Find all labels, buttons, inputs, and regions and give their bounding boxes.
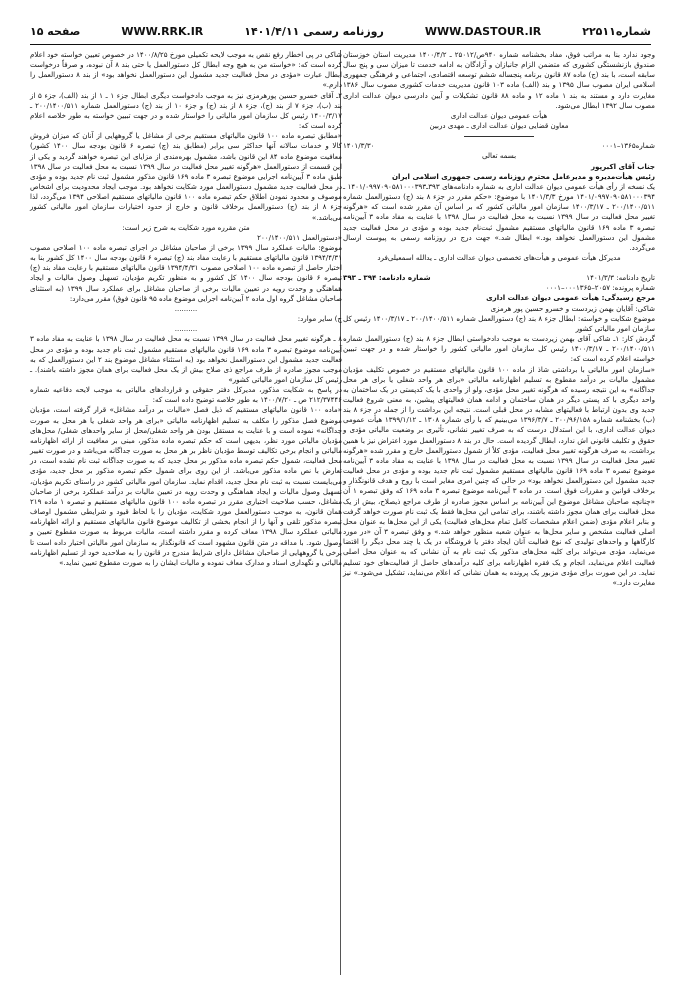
paragraph: «مطابق تبصره ماده ۱۰۰ قانون مالیاتهای مستقیم برخی از مشاغل یا گروههایی از آنان که میزان فروش کالا و خدمات سالانه آنها حداکثر سی برابر (مطابق بند (چ) تبصره ۶ قانون بودجه سال ۱۴۰۰ کشور) معافیت موضوع ماده ۸۴ این قانون باشد، مشمول بهره‌مندی از مزایای این تبصره خواهند گردید و یکی از این قسمت از دستورالعمل «هرگونه تغییر محل فعالیت در سال ۱۳۹۹ نسبت به محل فعالیت در سال ۱۳۹۸ طبق ماده ۳ آیین‌نامه اجرایی موضوع تبصره ۳ ماده ۱۶۹ قانون مذکور مشمول ثبت نام جدید بوده و مؤدی در محل فعالیت جدید مشمول دستورالعمل مورد شکایت نخواهد بود. موجب ایجاد محدودیت برای اشخاص موصوف و محدود نمودن اطلاق حکم تبصره ماده ۱۰۰ قانون مالیاتهای مستقیم اصلاحی ۱۳۹۴ می‌گردد، لذا جزء ۸ از بند (ج) دستورالعمل برخلاف قانون و خارج از حدود اختیارات سازمان امور مالیاتی کشور می‌باشد.» <box>30 131 343 222</box>
page-header <box>30 20 651 42</box>
ellipsis: .......... <box>174 303 198 313</box>
case-number: شماره پرونده: ۲۰۵۷–۰۰۰۱۳۶۵–۰۰۰۱ <box>545 283 655 293</box>
signature-block-1 <box>343 111 655 131</box>
letter-signature: مدیرکل هیأت عمومی و هیأت‌های تخصصی دیوان عدالت اداری ـ یدالله اسمعیلی‌فرد <box>377 252 621 262</box>
site-dastour[interactable]: WWW.DASTOUR.IR <box>424 24 542 38</box>
publication-date: روزنامه رسمی ۱۴۰۱/۴/۱۱ <box>244 24 384 38</box>
complaint-subject: موضوع شکایت و خواسته: ابطال جزء ۸ بند (ج) دستورالعمل شماره ۲۰۰/۱۴۰۰/۵۱۱ ـ ۱۴۰۰/۳/۱۷ رئیس کل سازمان امور مالیاتی کشور <box>343 313 656 333</box>
proceedings: گردش کار: ۱ـ شاکی آقای بهمن زیردست به موجب دادخواستی ابطال جزء ۸ بند (ج) دستورالعمل شماره ۲۰۰/۱۴۰۰/۵۱۱ ـ ۱۴۰۰/۳/۱۷ رئیس کل سازمان امور مالیاتی کشور را خواستار شده و در جهت تبیین خواسته اعلام کرده است که: <box>343 334 656 364</box>
paragraph: متن مقرره مورد شکایت به شرح زیر است: <box>122 222 250 232</box>
letter-number: شماره۱۳۶۵–۰۰۰۱ <box>601 141 655 151</box>
letter-body: یک نسخه از رأی هیأت عمومی دیوان عدالت اداری به شماره دادنامه‌های ۳۹۳ـ۱۴۰۱/۰۹۹۷۰۹۰۵۸۱۰۰۰۳۹۳ ـ ۱۴۰۱/۰۹۹۷۰۹۰۵۸۱۰۰۰۳۹۴ مورخ ۱۴۰۱/۳/۳ با موضوع: «حکم مقرر در جزء ۸ بند (ج) دستورالعمل شماره ۲۰۰/۱۴۰۰/۵۱۱ ـ ۱۴۰۰/۳/۱۷ سازمان امور مالیاتی کشور که بر اساس آن مقرر شده است که «هرگونه تغییر محل فعالیت در سال ۱۳۹۹ نسبت به محل فعالیت در سال ۱۳۹۸ با عنایت به مفاد ماده ۳ آیین‌نامه تبصره ۳ ماده ۱۶۹ قانون مالیاتهای مستقیم مشمول ثبت‌نام جدید بوده و مؤدی در محل فعالیت جدید مشمول این دستورالعمل نخواهد بود.» ابطال شد.» جهت درج در روزنامه رسمی به پیوست ارسال می‌گردد. <box>343 181 655 252</box>
site-rrk[interactable]: WWW.RRK.IR <box>121 24 204 38</box>
decision-number: شماره دادنامه: ۳۹۴ ـ ۳۹۳ <box>343 273 431 283</box>
addressee-title: رئیس هیأت‌مدیره و مدیرعامل محترم روزنامه رسمی جمهوری اسلامی ایران <box>391 171 655 181</box>
paragraph: ۲ـ آقای خسرو حسین پورهرمزی نیز به موجب دادخواست دیگری ابطال جزء ۱ ـ ۱ از بند (الف)، جزء ۵ از بند (ب)، جزء ۷ از بند (ج)، جزء ۸ از بند (ج) و جزء ۱۰ از بند (ج) دستورالعمل شماره ۲۰۰/۱۴۰۰/۵۱۱ ـ ۱۴۰۰/۳/۱۷ رئیس کل سازمان امور مالیاتی را خواستار شده و در جهت تبیین خواسته به طور خلاصه اعلام کرده است که: <box>30 90 342 131</box>
paragraph: موضوع: مالیات عملکرد سال ۱۳۹۹ برخی از صاحبان مشاغل در اجرای تبصره ماده ۱۰۰ اصلاحی مصوب ۱۳۹۴/۴/۳۱ قانون مالیاتهای مستقیم با رعایت مفاد بند (چ) تبصره ۶ قانون بودجه سال ۱۴۰۰ کل کشور بنا به اختیار حاصل از تبصره ماده ۱۰۰ اصلاحی مصوب ۱۳۹۴/۴/۳۱ قانون مالیاتهای مستقیم با رعایت مفاد بند (چ) تبصره ۶ قانون بودجه سال ۱۴۰۰ کل کشور و به منظور تکریم مؤدیان، تسهیل وصول مالیات و ایجاد هماهنگی و وحدت رویه در تعیین مالیات برخی از صاحبان مشاغل برای عملکرد سال ۱۳۹۹ (به استثنای صاحبان مشاغل گروه اول ماده ۲ آیین‌نامه اجرایی موضوع ماده ۹۵ قانون فوق) مقرر می‌دارد: <box>30 242 343 303</box>
complaint-text: «سازمان امور مالیاتی با برداشتی شاذ از ماده ۱۰۰ قانون مالیاتهای مستقیم در خصوص تکلیف مؤدیان مشمول مالیات بر درآمد مقطوع به تسلیم اظهارنامه مالیاتی «برای هر واحد شغلی یا برای هر محل جداگانه» به این نتیجه رسیده که هرگونه تغییر محل مؤدی، ولو از واحدی با یک کدپستی در یک ساختمان به واحد دیگری با کد پستی دیگر در همان ساختمان و ادامه همان فعالیتهای پیشین، به معنی شروع فعالیت جدید وی بدون ارتباط با فعالیتهای مشابه در محل قبلی است. نتیجه این برداشت را از جمله در جزء ۸ بند (ب) بخشنامه شماره ۲۰۰/۹۶/۱۵۸ ـ ۱۳۹۶/۳/۷ می‌بینیم که با رأی شماره ۱۳۰۸ ـ ۱۳۹۹/۱/۱۲ هیأت عمومی دیوان عدالت اداری، با این استدلال درست که به صرف تغییر نشانی، تأثیری بر وضعیت مالیاتی مؤدی و حقوق و تکلیف قانونی اش ندارد، ابطال گردیده است. حال در بند ۸ دستورالعمل مورد اعتراض نیز با همین برداشت، به صرف هرگونه تغییر محل فعالیت، مؤدی کلاً از شمول دستورالعمل خارج و مقرر شده «هرگونه تغییر محل فعالیت در سال ۱۳۹۹ نسبت به محل فعالیت در سال ۱۳۹۸ با عنایت به مفاد ماده ۳ آیین‌نامه موضوع تبصره ۳ ماده ۱۶۹ قانون مالیاتهای مستقیم مشمول ثبت نام جدید بوده و مؤدی در محل فعالیت جدید مشمول این دستورالعمل نخواهد بود» در حالی که چنین امری مغایر است با روح و هدف قانونگذار و برخلاف قوانین و مقررات فوق است. در ماده ۳ آیین‌نامه موضوع تبصره ۳ ماده ۱۶۹ که وفق تبصره ۱ آن «چنانچه صاحبان مشاغل موضوع این آیین‌نامه بر اساس مجوز صادره از طرف مراجع ذیصلاح، بیش از یک محل فعالیت برای همان مجوز داشته باشند، برای تمامی این محل‌ها فقط یک ثبت نام صورت خواهد گرفت و بنابر اعلام مؤدی (ضمن اعلام مشخصات کامل تمام محل‌های فعالیت) یکی از این محل‌ها به عنوان محل اصلی فعالیت مشخص و سایر محل‌ها به عنوان شعبه منظور خواهد شد.» و وفق تبصره ۳ آن «در مورد کارگاهها و واحدهای تولیدی که نوع فعالیت آنان ایجاد دفتر یا فروشگاه در یک یا چند محل دیگر را اقتضا می‌نماید، مؤدی می‌تواند برای کلیه محل‌های مذکور یک ثبت نام به آن نشانی که به عنوان محل اصلی فعالیت اعلام می‌نماید، انجام و یک فقره اظهارنامه برای کلیه درآمدهای حاصل از فعالیت‌های خود تسلیم نماید. در این صورت برای مؤدی مزبور یک پرونده به همان نشانی که اعلام می‌نماید، تشکیل می‌شود.» نیز مغایرت دارد.» <box>343 364 656 587</box>
paragraph: ج) سایر موارد: <box>297 314 342 324</box>
separator <box>343 131 655 141</box>
issue-number: شماره۲۲۵۱۱ <box>582 24 651 38</box>
page-number: صفحه ۱۵ <box>30 24 81 38</box>
plaintiff: شاکی: آقایان بهمن زیردست و خسرو حسین پور هرمزی <box>490 303 655 313</box>
letter-date: ۱۴۰۱/۳/۳۰ <box>343 141 375 151</box>
header-rule <box>30 44 651 45</box>
decision-date: تاریخ دادنامه: ۱۴۰۱/۳/۳ <box>586 273 655 283</box>
paragraph: ۸ ـ هرگونه تغییر محل فعالیت در سال ۱۳۹۹ نسبت به محل فعالیت در سال ۱۳۹۸ با عنایت به مفاد ماده ۳ آیین‌نامه موضوع تبصره ۳ ماده ۱۶۹ قانون مالیاتهای مستقیم مشمول ثبت نام جدید بوده و مؤدی در محل فعالیت جدید مشمول این دستورالعمل نخواهد بود (به استثناء مشاغل موضوع بند ۲ این دستورالعمل که به موجب مجوز صادره از طرف مراجع ذی صلاح بیش از یک محل فعالیت برای همان مجوز داشته باشند). ـ رئیس کل سازمان امور مالیاتی کشور» <box>30 334 343 384</box>
decision-meta-row <box>343 273 655 283</box>
signature-line: هیأت عمومی دیوان عدالت اداری <box>450 110 548 120</box>
left-column <box>30 50 342 568</box>
ellipsis: .......... <box>174 324 198 334</box>
paragraph: «ماده ۱۰۰ قانون مالیاتهای مستقیم که ذیل فصل «مالیات بر درآمد مشاغل» قرار گرفته است، مؤدیان موضوع فصل مذکور را مکلف به تسلیم اظهارنامه مالیاتی «برای هر واحد شغلی یا هر محل به صورت جداگانه» نموده است و با عنایت به مستقل بودن هر واحد شغلی/محل از سایر واحدهای شغلی/ محل‌های مؤدیان مالیاتی مورد نظر، بدیهی است که حکم تبصره ماده مذکور، مبنی بر معافیت از ارائه اظهارنامه مالیاتی و انجام برخی تکالیف توسط مؤدیان ناظر بر هر محل به صورت جداگانه می‌باشد و در صورت تغییر محل فعالیت، شمول حکم تبصره ماده مذکور بر محل جدید که به صورت جداگانه ثبت نام نشده است، در تعارض با نص ماده مذکور می‌باشد. از این روی برای شمول حکم تبصره مذکور بر محل جدید، مؤدی می‌بایست نسبت به ثبت نام محل جدید، اقدام نماید. سازمان امور مالیاتی کشور در راستای تکریم مؤدیان، تسهیل وصول مالیات و ایجاد هماهنگی و وحدت رویه در تعیین مالیات بر درآمد عملکرد برخی از صاحبان مشاغل، حسب صلاحیت اختیاری مقرر در تبصره ماده ۱۰۰ قانون مالیاتهای مستقیم و تبصره ۱ ماده ۲۱۹ همان قانون، به موجب دستورالعمل مورد شکایت، مؤدیان را با لحاظ قیود و شرایطی مشمول اوصاف تبصره مذکور تلقی و آنها را از انجام بخشی از تکالیف موضوع قانون مالیاتهای مستقیم و ارائه اظهارنامه مالیاتی عملکرد سال ۱۳۹۸ معاف کرده و مقرر داشته است، مالیات مربوط به صورت مقطوع تعیین و وصول شود. با مداقه در متن قانون مشهود است که قانونگذار به سازمان امور مالیاتی اختیار داده است تا برخی یا گروههایی از صاحبان مشاغل دارای شرایط مندرج در قانون را به صلاحدید خود از تسلیم اظهارنامه مالیاتی و نگهداری اسناد و مدارک معاف نموده و مالیات ایشان را به صورت مقطوع تعیین نماید.» <box>30 405 343 567</box>
paragraph: شاکی در پی اخطار رفع نقص به موجب لایحه تکمیلی مورخ ۱۴۰۰/۸/۲۵ در خصوص تعیین خواسته خود اعلام کرده است که: «خواسته من به هیچ وجه ابطال کل دستورالعمل یا حتی بند ۸ آن نبوده، و صرفاً درخواست ابطال عبارت «مؤدی در محل فعالیت جدید مشمول این دستورالعمل نخواهد بود» از بند ۸ دستورالعمل را دارم.» <box>30 50 342 90</box>
signature-line: معاون قضایی دیوان عدالت اداری ـ مهدی دربین <box>429 121 569 131</box>
addressee: جناب آقای اکبرپور <box>590 161 655 171</box>
paragraph: در پاسخ به شکایت مذکور، مدیرکل دفتر حقوقی و قراردادهای مالیاتی به موجب لایحه دفاعیه شماره ۲۱۲/۳۷۴۴۶ ص ـ ۱۴۰۰/۷/۲۰ به طور خلاصه توضیح داده است که: <box>30 385 342 405</box>
right-column <box>343 50 655 588</box>
paragraph: «دستورالعمل ۲۰۰/۱۴۰۰/۵۱۱ <box>257 232 342 242</box>
letter-number-row <box>343 141 655 151</box>
bismillah: بسمه تعالی <box>481 151 517 161</box>
authority: مرجع رسیدگی: هیأت عمومی دیوان عدالت اداری <box>486 293 655 303</box>
ruling-conclusion: وجود ندارد بنا به مراتب فوق، مفاد بخشنامه شماره ۹۴۰ص/۲۵۰۱۲ ـ ۱۴۰۰/۴/۲ مدیریت استان خوزستان صندوق بازنشستگی کشوری که متضمن الزام جانبازان و آزادگان به ادامه خدمت تا میزان سی و پنج سال سابقه است، با بند (ج) ماده ۸۷ قانون برنامه پنجساله ششم توسعه اقتصادی، اجتماعی و فرهنگی جمهوری اسلامی ایران مصوب سال ۱۳۹۵ و بند (الف) ماده ۱۰۳ قانون مدیریت خدمات کشوری مصوب سال ۱۳۸۶ مغایرت دارد و مستند به بند ۱ ماده ۱۲ و ماده ۸۸ قانون تشکیلات و آیین دادرسی دیوان عدالت اداری مصوب سال ۱۳۹۲ ابطال می‌شود. <box>343 50 655 110</box>
